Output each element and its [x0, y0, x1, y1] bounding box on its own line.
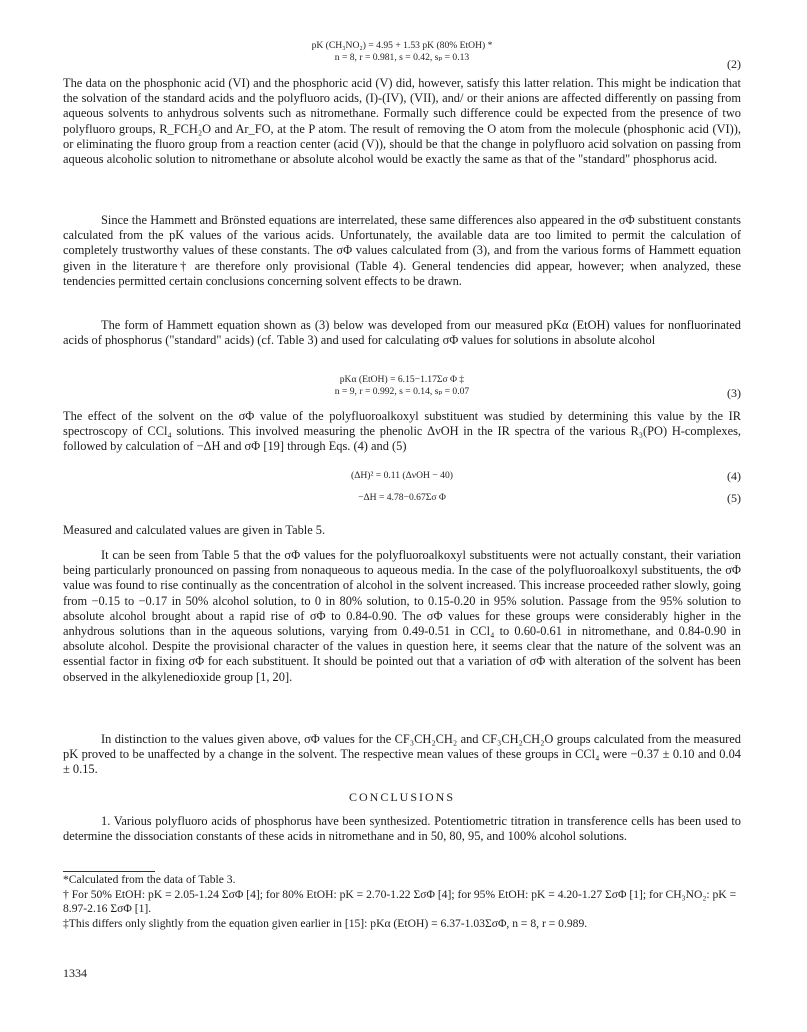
equation-4-line: (ΔH)² = 0.11 (ΔνOH − 40) — [351, 470, 453, 481]
equation-5-number: (5) — [727, 491, 741, 505]
paragraph-4-text: The effect of the solvent on the σΦ value of the polyfluoroalkoxyl substituent was studied by determining this value by the IR spectroscopy of CCl₄ solutions. This involved measuring the phenolic ΔνOH in the IR spectra of the various R₃(PO) H-complexes, followed by calculation of −ΔH and σΦ [19] through Eqs. (4) and (5) — [63, 409, 741, 454]
equation-5-line: −ΔH = 4.78−0.67Σσ Φ — [358, 492, 446, 503]
equation-3 — [63, 374, 741, 398]
page-number: 1334 — [63, 966, 87, 980]
equation-5 — [63, 492, 741, 504]
paragraph-7-text: In distinction to the values given above, σΦ values for the CF₃CH₂CH₂ and CF₃CH₂CH₂O groups calculated from the measured pK proved to be unaffected by a change in the solvent. The respective mean values of these groups in CCl₄ were −0.37 ± 0.10 and 0.04 ± 0.15. — [63, 732, 741, 777]
footnote-1: *Calculated from the data of Table 3. — [63, 873, 236, 886]
footnotes — [63, 873, 753, 931]
paragraph-2-text: Since the Hammett and Brönsted equations are interrelated, these same differences also appeared in the σΦ substituent constants calculated from the pK values of the various acids. Unfortunately, the available data are too limited to permit the calculation of completely trustworthy values of these constants. The σΦ values calculated from (3), and from the various forms of Hammett equation given in the literature† are therefore only provisional (Table 4). General tendencies did appear, however; when analyzed, these tendencies permitted certain conclusions concerning solvent effects to be drawn. — [63, 213, 741, 288]
equation-3-line-1: pKα (EtOH) = 6.15−1.17Σσ Φ ‡ — [339, 374, 465, 385]
equation-3-number: (3) — [727, 386, 741, 400]
paragraph-5-text: Measured and calculated values are given in Table 5. — [63, 523, 326, 537]
equation-2 — [63, 40, 741, 71]
paragraph-1 — [63, 76, 741, 167]
paragraph-7 — [63, 732, 741, 778]
paragraph-2 — [63, 213, 741, 289]
section-heading-conclusions: CONCLUSIONS — [348, 790, 455, 804]
paragraph-5 — [63, 523, 741, 538]
paragraph-6-text: It can be seen from Table 5 that the σΦ values for the polyfluoroalkoxyl substituents were not actually constant, their variation being particularly pronounced on passing from nonaqueous to aqueous media. In the case of the polyfluoroalkoxyl substituents, the σΦ value was found to rise continually as the concentration of alcohol in the solvent increased. This increase proceeded rather slowly, going from −0.15 to −0.17 in 50% alcohol solution, to 0 in 80% solution, to 0.15-0.20 in 95% solution. Passage from the 95% solution to absolute alcohol brought about a rapid rise of σΦ to 0.84-0.90. The σΦ values for these groups were considerably higher in the anhydrous solutions than in the aqueous solutions, varying from 0.49-0.51 in CCl₄ to 0.60-0.61 in nitromethane, and 0.84-0.90 in absolute alcohol. Despite the provisional character of the values in question here, it seems clear that the nature of the solvent was an essential factor in fixing σΦ for each substituent. It should be pointed out that a variation of σΦ with alteration of the solvent has been observed in the alkylenedioxide group [1, 20]. — [63, 548, 741, 684]
equation-3-line-2: n = 9, r = 0.992, s = 0.14, sₚ = 0.07 — [334, 386, 470, 397]
paragraph-4 — [63, 409, 741, 455]
paragraph-6 — [63, 548, 741, 685]
equation-2-number: (2) — [727, 57, 741, 71]
paragraph-3-text: The form of Hammett equation shown as (3) below was developed from our measured pKα (EtOH) values for nonfluorinated acids of phosphorus ("standard" acids) (cf. Table 3) and used for calculating σΦ values for solutions in absolute alcohol — [63, 318, 741, 348]
paragraph-1-text: The data on the phosphonic acid (VI) and the phosphoric acid (V) did, however, satisfy this latter relation. This might be indication that the solvation of the standard acids and the polyfluoro acids, (I)-(IV), (VII), and/ or their anions are affected differently on passing from aqueous solvents to anhydrous solvents such as nitromethane. Formally such difference could be expected from the presence of two polyfluoro groups, R_FCH₂O and Ar_FO, at the P atom. The result of removing the O atom from the molecule (phosphonic acid (VI)), or eliminating the fluoro group from a reaction center (acid (V)), should be that the change in polyfluoro acid solvation on passing from aqueous alcoholic solution to nitromethane or absolute alcohol would be exactly the same as that of the "standard" phosphorus acid. — [63, 76, 741, 167]
equation-4 — [63, 470, 741, 482]
paragraph-3 — [63, 318, 741, 348]
paragraph-8-text: 1. Various polyfluoro acids of phosphorus have been synthesized. Potentiometric titration in transference cells has been used to determine the dissociation constants of these acids in nitromethane and in 50, 80, 95, and 100% alcohol solutions. — [63, 814, 741, 844]
footnote-divider — [63, 871, 155, 872]
equation-2-line-2: n = 8, r = 0.981, s = 0.42, sₚ = 0.13 — [334, 52, 470, 63]
equation-4-number: (4) — [727, 469, 741, 483]
equation-2-line-1: pK (CH₃NO₂) = 4.95 + 1.53 pK (80% EtOH) * — [311, 40, 493, 51]
paragraph-8 — [63, 814, 741, 844]
footnote-2: † For 50% EtOH: pK = 2.05-1.24 ΣσΦ [4]; for 80% EtOH: pK = 2.70-1.22 ΣσΦ [4]; for 95% EtOH: pK = 4.20-1.27 ΣσΦ [1]; for CH₃NO₂: pK = 8.97-2.16 ΣσΦ [1]. — [63, 887, 737, 916]
footnote-3: ‡This differs only slightly from the equation given earlier in [15]: pKα (EtOH) = 6.37-1.03ΣσΦ, n = 8, r = 0.989. — [63, 916, 588, 930]
